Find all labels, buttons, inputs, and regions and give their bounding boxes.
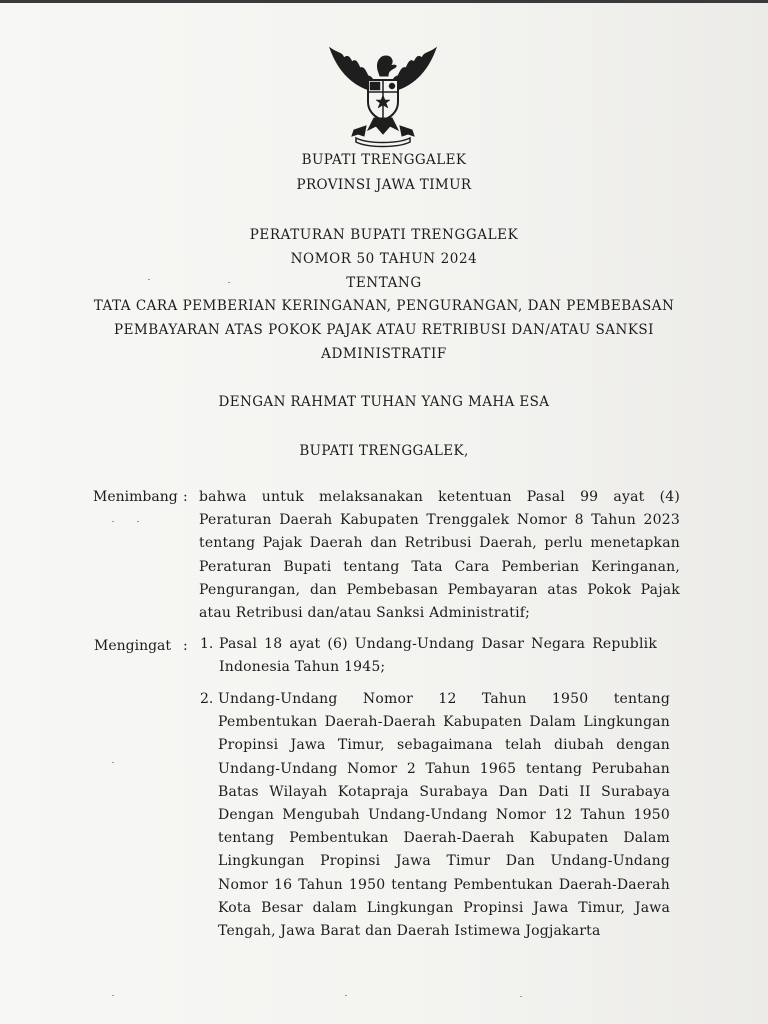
regulation-number: NOMOR 50 TAHUN 2024 [290, 251, 478, 267]
scan-speck [228, 282, 230, 283]
scan-speck [112, 995, 114, 996]
scan-speck [345, 995, 347, 996]
scan-speck [148, 279, 150, 280]
menimbang-text: bahwa untuk melaksanakan ketentuan Pasal 99 ayat (4) Peraturan Daerah Kabupaten Trenggalek Nomor 8 Tahun 2023 tentang Pajak Daerah dan Retribusi Daerah, perlu menetapkan Peraturan Bupati tentang Tata Cara Pemberian Keringanan, Pengurangan, dan Pembebasan Pembayaran atas Pokok Pajak atau Retribusi dan/atau Sanksi Administratif; [199, 489, 680, 622]
province-heading: PROVINSI JAWA TIMUR [296, 177, 472, 193]
regulation-about: TENTANG [346, 275, 422, 291]
mengingat-label: Mengingat [94, 638, 172, 654]
mengingat-item-1-number: 1. [200, 636, 214, 652]
scan-speck [520, 996, 522, 997]
regulation-subject-line-3: ADMINISTRATIF [321, 346, 447, 362]
authority-heading: BUPATI TRENGGALEK, [299, 443, 469, 459]
page-top-edge [0, 0, 768, 3]
regulation-subject-line-1: TATA CARA PEMBERIAN KERINGANAN, PENGURANGAN, DAN PEMBEBASAN [93, 298, 675, 314]
menimbang-colon: : [183, 489, 188, 505]
garuda-emblem-icon [318, 40, 448, 148]
mengingat-item-2-number: 2. [200, 691, 214, 707]
scan-speck [112, 762, 114, 763]
menimbang-label: Menimbang [93, 489, 178, 505]
scan-speck [137, 521, 139, 522]
regulation-subject-line-2: PEMBAYARAN ATAS POKOK PAJAK ATAU RETRIBUSI DAN/ATAU SANKSI [113, 322, 655, 338]
mengingat-item-2-text: Undang-Undang Nomor 12 Tahun 1950 tentang Pembentukan Daerah-Daerah Kabupaten Dalam Lingkungan Propinsi Jawa Timur, sebagaimana telah diubah dengan Undang-Undang Nomor 2 Tahun 1965 tentang Perubahan Batas Wilayah Kotapraja Surabaya Dan Dati II Surabaya Dengan Mengubah Undang-Undang Nomor 12 Tahun 1950 tentang Pembentukan Daerah-Daerah Kabupaten Dalam Lingkungan Propinsi Jawa Timur Dan Undang-Undang Nomor 16 Tahun 1950 tentang Pembentukan Daerah-Daerah Kota Besar dalam Lingkungan Propinsi Jawa Timur, Jawa Tengah, Jawa Barat dan Daerah Istimewa Jogjakarta [218, 691, 670, 940]
regulation-title: PERATURAN BUPATI TRENGGALEK [249, 227, 519, 243]
mengingat-colon: : [183, 638, 188, 654]
scan-speck [112, 521, 114, 522]
mengingat-item-1-text: Pasal 18 ayat (6) Undang-Undang Dasar Negara Republik Indonesia Tahun 1945; [219, 636, 657, 676]
regent-heading: BUPATI TRENGGALEK [301, 152, 467, 168]
invocation: DENGAN RAHMAT TUHAN YANG MAHA ESA [218, 394, 550, 410]
